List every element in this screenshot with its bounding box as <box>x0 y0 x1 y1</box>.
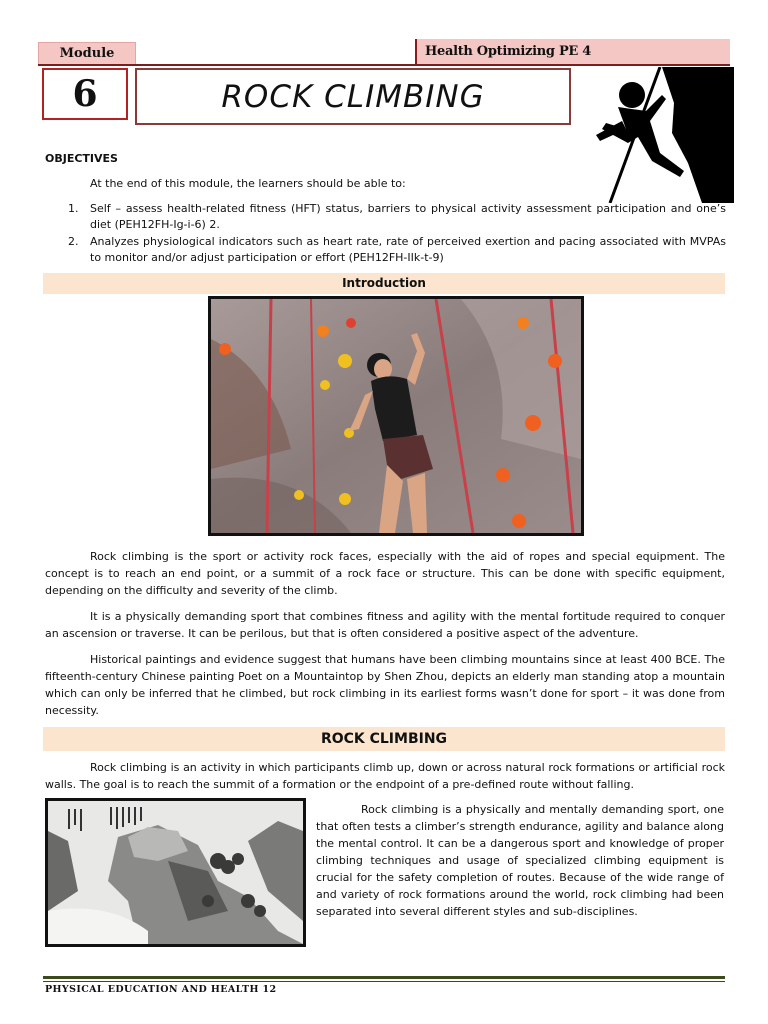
poet-on-mountaintop-painting <box>45 798 306 947</box>
page-title: ROCK CLIMBING <box>135 68 571 125</box>
introduction-heading: Introduction <box>43 273 725 294</box>
climbing-wall-photo <box>208 296 584 536</box>
rock-climber-icon <box>588 67 734 203</box>
intro-paragraph: Historical paintings and evidence suggest that humans have been climbing mountains since at least 400 BCE. The fifteenth-century Chinese painting Poet on a Mountaintop by Shen Zhou, depicts an elderly man standing atop a mountain which can only be inferred that he climbed, but rock climbing in its earliest forms wasn’t done for sport – it was done from necessity. <box>45 653 725 717</box>
footer-divider <box>43 981 725 982</box>
subject-label: Health Optimizing PE 4 <box>415 39 730 64</box>
rock-climbing-paragraph: Rock climbing is an activity in which participants climb up, down or across natural rock formations or artificial rock walls. The goal is to reach the summit of a formation or the endpoint of a pre-defined route without falling. <box>45 761 725 791</box>
objective-text: Self – assess health-related fitness (HFT) status, barriers to physical activity assessment participation and one’s diet (PEH12FH-Ig-i-6) 2. <box>90 202 726 231</box>
objectives-heading: OBJECTIVES <box>45 152 118 165</box>
objective-item <box>68 201 728 235</box>
header-divider <box>38 64 730 66</box>
objectives-intro: At the end of this module, the learners should be able to: <box>90 177 406 190</box>
intro-paragraph: Rock climbing is the sport or activity rock faces, especially with the aid of ropes and special equipment. The concept is to reach an end point, or a summit of a rock face or structure. This can be done with specific equipment, depending on the difficulty and severity of the climb. <box>45 550 725 597</box>
footer-label: PHYSICAL EDUCATION AND HEALTH 12 <box>45 984 277 995</box>
objective-text: Analyzes physiological indicators such as heart rate, rate of perceived exertion and pacing associated with MVPAs to monitor and/or adjust participation or effort (PEH12FH-IIk-t-9) <box>90 235 726 264</box>
module-number: 6 <box>42 68 128 120</box>
objective-number: 2. <box>68 235 79 248</box>
intro-paragraph: It is a physically demanding sport that combines fitness and agility with the mental fortitude required to conquer an ascension or traverse. It can be perilous, but that is often considered a positive aspect of the adventure. <box>45 610 725 640</box>
objective-item <box>68 234 728 268</box>
objective-number: 1. <box>68 202 79 215</box>
footer-divider <box>43 976 725 979</box>
rock-climbing-side-paragraph: Rock climbing is a physically and mentally demanding sport, one that often tests a climber’s strength endurance, agility and balance along the mental control. It can be a dangerous sport and knowledge of proper climbing techniques and usage of specialized climbing equipment is crucial for the safety completion of routes. Because of the wide range of and variety of rock formations around the world, rock climbing had been separated into several different styles and sub-disciplines. <box>316 803 724 918</box>
rock-climbing-heading: ROCK CLIMBING <box>43 727 725 751</box>
module-label: Module <box>38 42 136 66</box>
